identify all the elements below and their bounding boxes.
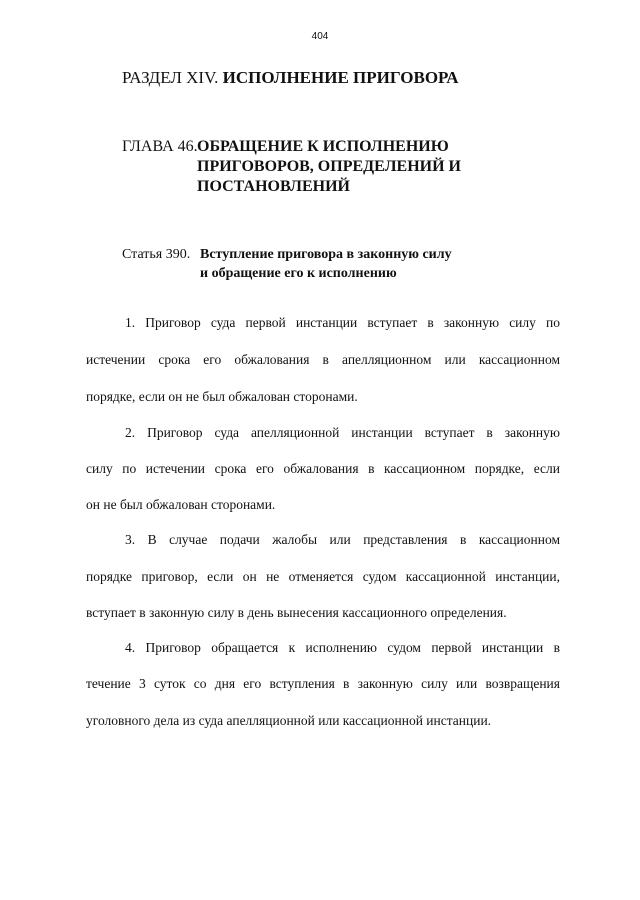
section-prefix: РАЗДЕЛ XIV. [122, 68, 219, 87]
chapter-title-line: ПОСТАНОВЛЕНИЙ [197, 178, 350, 195]
chapter-prefix: ГЛАВА 46. [122, 138, 198, 155]
paragraph-line: порядке, если он не был обжалован сторонами. [86, 389, 358, 404]
paragraph-line: истечении срока его обжалования в апелляционном или кассационном [86, 352, 560, 367]
chapter-title-line: ПРИГОВОРОВ, ОПРЕДЕЛЕНИЙ И [197, 158, 461, 175]
chapter-title-line: ОБРАЩЕНИЕ К ИСПОЛНЕНИЮ [197, 138, 449, 155]
chapter-heading [122, 137, 461, 197]
article-heading [122, 245, 452, 283]
article-title-line: Вступление приговора в законную силу [200, 247, 452, 262]
paragraph-line: 1. Приговор суда первой инстанции вступает в законную силу по [125, 315, 560, 330]
paragraph-line: 2. Приговор суда апелляционной инстанции вступает в законную [125, 425, 560, 440]
paragraph-line: порядке приговор, если он не отменяется судом кассационной инстанции, [86, 569, 560, 584]
article-title [200, 245, 452, 283]
paragraph-line: он не был обжалован сторонами. [86, 497, 276, 512]
paragraph-line: уголовного дела из суда апелляционной или кассационной инстанции. [86, 713, 492, 728]
paragraph-line: вступает в законную силу в день вынесения кассационного определения. [86, 605, 507, 620]
paragraph-line: 4. Приговор обращается к исполнению судом первой инстанции в [125, 640, 560, 655]
section-title: ИСПОЛНЕНИЕ ПРИГОВОРА [222, 68, 459, 87]
paragraph-line: течение 3 суток со дня его вступления в законную силу или возвращения [86, 676, 560, 691]
paragraph-line: 3. В случае подачи жалобы или представления в кассационном [125, 532, 560, 547]
paragraph-line: силу по истечении срока его обжалования в кассационном порядке, если [86, 461, 560, 476]
page-number: 404 [311, 31, 329, 42]
section-heading [122, 68, 459, 88]
chapter-title [197, 137, 461, 197]
article-title-line: и обращение его к исполнению [200, 266, 397, 281]
article-prefix: Статья 390. [122, 247, 191, 262]
